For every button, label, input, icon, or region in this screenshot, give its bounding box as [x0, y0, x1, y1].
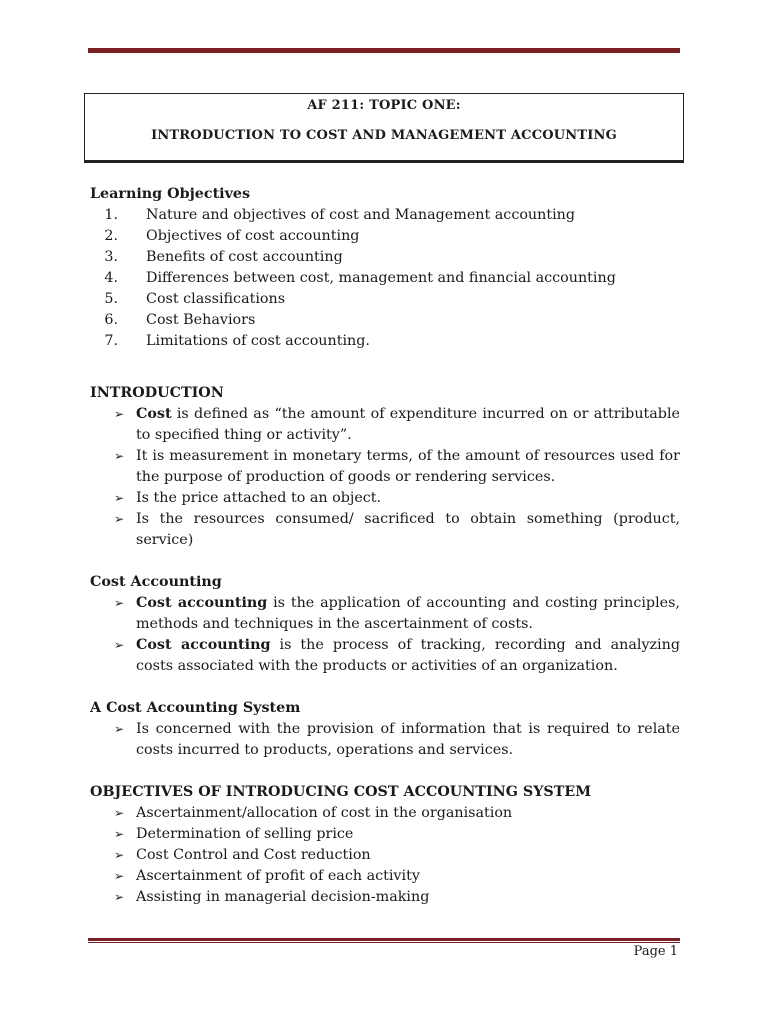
item-text: Ascertainment/allocation of cost in the organisation [136, 805, 513, 821]
item-text: is the process of tracking, recording and analyzing costs associated with the products or activities of an organization. [136, 637, 680, 674]
item-text: It is measurement in monetary terms, of the amount of resources used for the purpose of production of goods or rendering services. [136, 448, 680, 485]
item-text: Is concerned with the provision of information that is required to relate costs incurred to products, operations and services. [136, 721, 680, 758]
item-text: Is the price attached to an object. [136, 490, 382, 506]
arrow-bullet-icon: ➢ [114, 596, 125, 610]
item-number: 1. [104, 207, 118, 223]
list-item [90, 719, 680, 761]
page-number: Page 1 [633, 944, 678, 959]
list-item [90, 226, 680, 247]
list-item [90, 593, 680, 635]
list-item [90, 268, 680, 289]
topic-subtitle: INTRODUCTION TO COST AND MANAGEMENT ACCOUNTING [151, 128, 617, 143]
topic-title: AF 211: TOPIC ONE: [307, 98, 461, 113]
list-item [90, 205, 680, 226]
top-rule [88, 48, 680, 53]
term-bold: Cost [136, 406, 172, 422]
arrow-bullet-icon: ➢ [114, 827, 125, 841]
introduction-list [90, 404, 680, 551]
item-text: Cost Control and Cost reduction [136, 847, 371, 863]
document-body [90, 184, 680, 908]
list-item [90, 803, 680, 824]
list-item [90, 866, 680, 887]
item-number: 2. [104, 228, 118, 244]
list-item [90, 824, 680, 845]
item-number: 3. [104, 249, 118, 265]
arrow-bullet-icon: ➢ [114, 848, 125, 862]
item-text: is defined as “the amount of expenditure incurred on or attributable to specified thing or activity”. [136, 406, 680, 443]
bottom-rule-thin [88, 942, 680, 943]
learning-objectives-heading: Learning Objectives [90, 186, 251, 202]
cost-accounting-list [90, 593, 680, 677]
list-item [90, 845, 680, 866]
arrow-bullet-icon: ➢ [114, 491, 125, 505]
list-item [90, 247, 680, 268]
item-text: Is the resources consumed/ sacrificed to obtain something (product, service) [136, 511, 680, 548]
list-item [90, 331, 680, 352]
item-text: Differences between cost, management and financial accounting [146, 270, 616, 286]
arrow-bullet-icon: ➢ [114, 869, 125, 883]
item-text: Objectives of cost accounting [146, 228, 360, 244]
list-item [90, 404, 680, 446]
list-item [90, 310, 680, 331]
list-item [90, 887, 680, 908]
item-number: 7. [104, 333, 118, 349]
item-text: is the application of accounting and costing principles, methods and techniques in the ascertainment of costs. [136, 595, 680, 632]
item-number: 6. [104, 312, 118, 328]
item-number: 4. [104, 270, 118, 286]
list-item [90, 635, 680, 677]
item-text: Assisting in managerial decision-making [136, 889, 430, 905]
term-bold: Cost accounting [136, 637, 271, 653]
item-text: Nature and objectives of cost and Management accounting [146, 207, 576, 223]
introduction-heading: INTRODUCTION [90, 385, 224, 401]
item-text: Ascertainment of profit of each activity [136, 868, 420, 884]
cost-accounting-system-list [90, 719, 680, 761]
arrow-bullet-icon: ➢ [114, 890, 125, 904]
list-item [90, 488, 680, 509]
list-item [90, 509, 680, 551]
item-text: Benefits of cost accounting [146, 249, 343, 265]
list-item [90, 446, 680, 488]
arrow-bullet-icon: ➢ [114, 407, 125, 421]
cost-accounting-heading: Cost Accounting [90, 574, 222, 590]
learning-objectives-list [90, 205, 680, 352]
cost-accounting-system-heading: A Cost Accounting System [90, 700, 301, 716]
bottom-rule [88, 938, 680, 941]
objectives-system-heading: OBJECTIVES OF INTRODUCING COST ACCOUNTING SYSTEM [90, 784, 592, 800]
item-text: Determination of selling price [136, 826, 354, 842]
term-bold: Cost accounting [136, 595, 268, 611]
arrow-bullet-icon: ➢ [114, 512, 125, 526]
item-text: Limitations of cost accounting. [146, 333, 370, 349]
arrow-bullet-icon: ➢ [114, 638, 125, 652]
item-text: Cost Behaviors [146, 312, 256, 328]
arrow-bullet-icon: ➢ [114, 806, 125, 820]
title-box [84, 93, 684, 161]
list-item [90, 289, 680, 310]
item-text: Cost classifications [146, 291, 286, 307]
arrow-bullet-icon: ➢ [114, 449, 125, 463]
arrow-bullet-icon: ➢ [114, 722, 125, 736]
objectives-system-list [90, 803, 680, 908]
item-number: 5. [104, 291, 118, 307]
